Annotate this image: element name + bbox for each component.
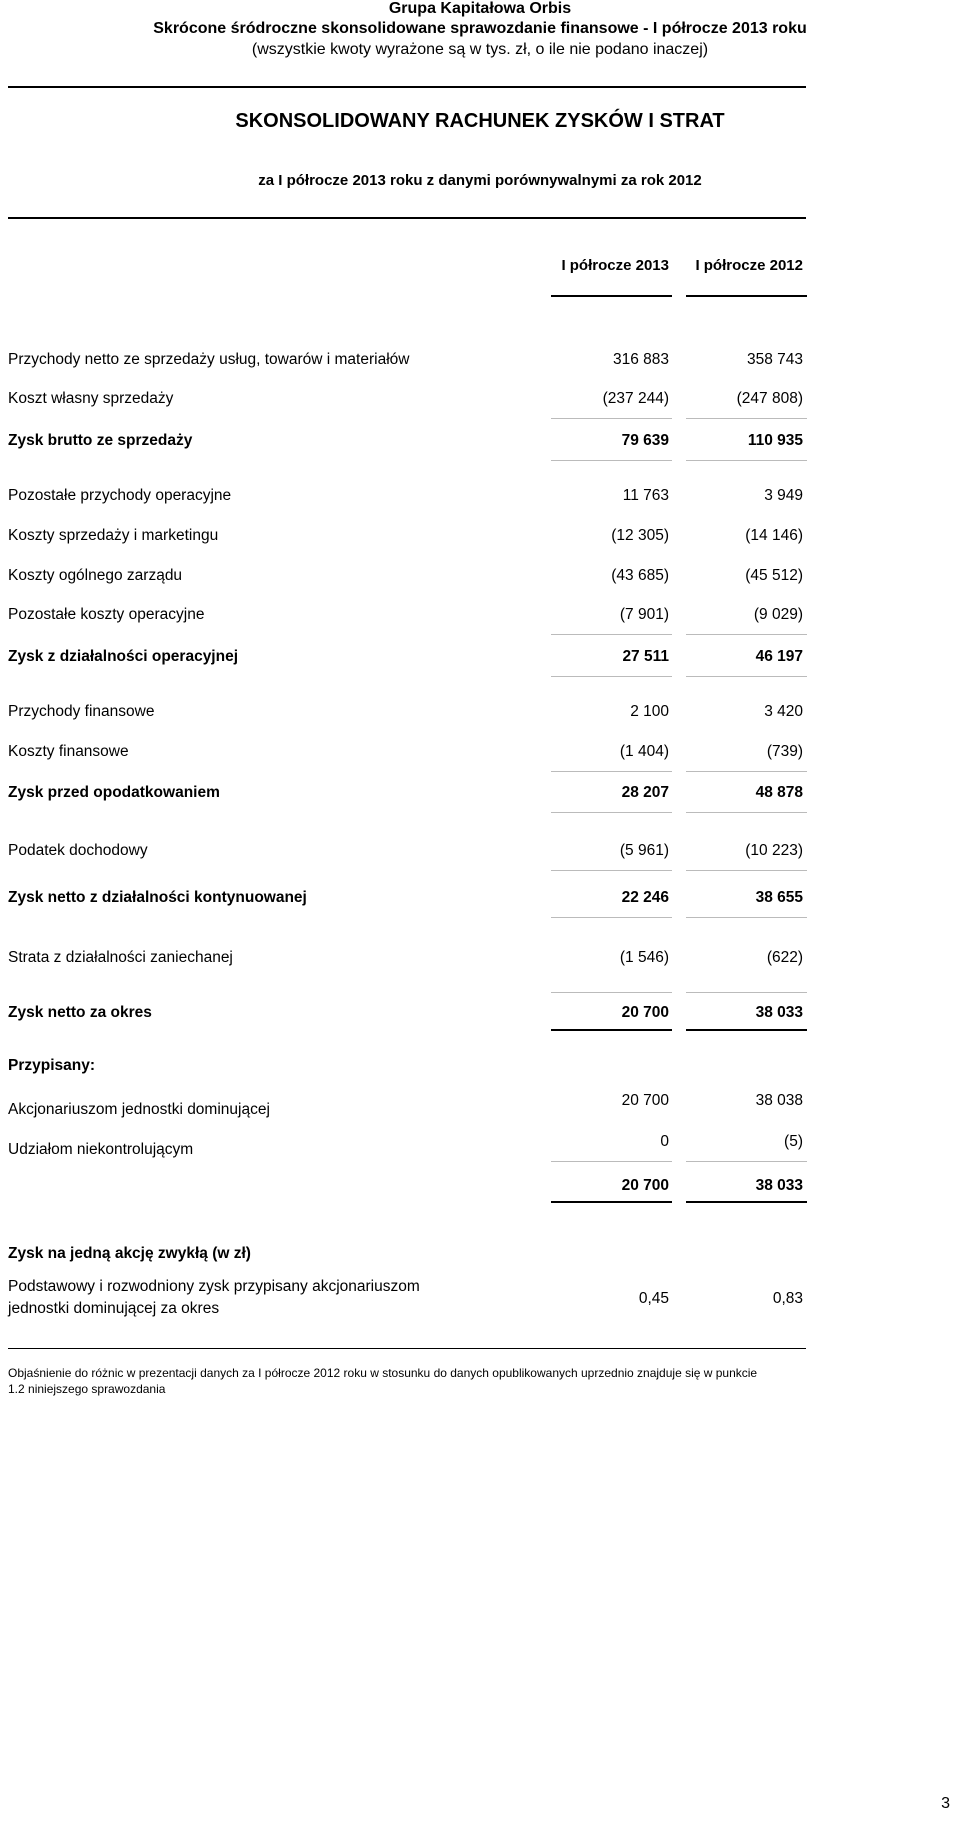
row-value-2013: 22 246 [621,889,669,906]
row-label: Koszt własny sprzedaży [8,390,174,407]
eps-value-2012: 0,83 [772,1290,803,1307]
footnote-line2: 1.2 niniejszego sprawozdania [8,1382,166,1396]
row-value-2012: (622) [766,949,803,966]
subtotal-rule [686,870,807,871]
row-label: Zysk netto z działalności kontynuowanej [8,889,307,906]
row-label: Pozostałe koszty operacyjne [8,606,205,623]
report-name: Skrócone śródroczne skonsolidowane sprawozdanie finansowe - I półrocze 2013 roku [153,20,807,37]
row-label: Zysk netto za okres [8,1004,152,1021]
subtotal-rule [551,418,672,419]
column-header-2013: I półrocze 2013 [561,257,669,274]
row-value-2013: 316 883 [612,351,669,368]
row-value-2012: (10 223) [745,842,803,859]
row-value-2013: 28 207 [621,784,669,801]
row-label: Zysk przed opodatkowaniem [8,784,220,801]
row-label: Zysk z działalności operacyjnej [8,648,239,665]
row-value-2012: 48 878 [755,784,803,801]
row-value-2012: 110 935 [747,432,803,449]
subtotal-rule [686,812,807,813]
row-value-2013: (5 961) [619,842,669,859]
subtotal-rule [686,1161,807,1162]
row-value-2013: (43 685) [611,567,669,584]
subtotal-rule [551,870,672,871]
eps-value-2013: 0,45 [638,1290,669,1307]
row-label: Przychody finansowe [8,703,155,720]
row-value-2013: 11 763 [622,487,669,504]
subtotal-rule [551,1161,672,1162]
column-header-2012: I półrocze 2012 [695,257,803,274]
subtotal-rule [551,676,672,677]
subtotal-rule [686,992,807,993]
attribution-value-2013: 20 700 [621,1092,669,1109]
row-value-2013: (237 244) [602,390,669,407]
row-label: Podatek dochodowy [8,842,148,859]
note-rule [8,1348,806,1349]
row-value-2012: 358 743 [746,351,803,368]
row-value-2012: 38 033 [755,1004,803,1021]
subtotal-rule [686,418,807,419]
row-value-2012: (247 808) [736,390,803,407]
row-value-2012: (14 146) [745,527,803,544]
statement-subtitle: za I półrocze 2013 roku z danymi porównywalnymi za rok 2012 [258,172,702,189]
attribution-total-2012: 38 033 [755,1177,803,1194]
total-rule [686,1029,807,1031]
subtotal-rule [551,992,672,993]
row-value-2013: (7 901) [619,606,669,623]
subtotal-rule [686,460,807,461]
attribution-value-2012: 38 038 [755,1092,803,1109]
row-value-2012: (9 029) [753,606,803,623]
row-value-2012: (739) [766,743,803,760]
attribution-value-2013: 0 [660,1133,669,1150]
row-value-2012: 3 420 [764,703,803,720]
row-value-2013: (1 546) [619,949,669,966]
footnote-line1: Objaśnienie do różnic w prezentacji danych za I półrocze 2012 roku w stosunku do danych opublikowanych uprzednio znajduje się w punkcie [8,1366,758,1380]
column-rule-2012 [686,295,807,297]
units-note: (wszystkie kwoty wyrażone są w tys. zł, o ile nie podano inaczej) [251,41,709,58]
row-value-2013: (1 404) [619,743,669,760]
subtotal-rule [551,917,672,918]
subtotal-rule [551,634,672,635]
subtotal-rule [551,460,672,461]
page-number: 3 [941,1795,950,1812]
attribution-label: Akcjonariuszom jednostki dominującej [8,1101,270,1118]
subtotal-rule [686,676,807,677]
statement-title: SKONSOLIDOWANY RACHUNEK ZYSKÓW I STRAT [235,110,725,132]
row-value-2013: 79 639 [621,432,669,449]
subtotal-rule [551,812,672,813]
eps-label-line2: jednostki dominującej za okres [8,1300,220,1317]
subtotal-rule [551,771,672,772]
row-value-2013: 2 100 [630,703,669,720]
row-value-2012: 38 655 [755,889,803,906]
row-label: Strata z działalności zaniechanej [8,949,233,966]
subtotal-rule [686,917,807,918]
attribution-value-2012: (5) [784,1133,803,1150]
row-label: Koszty sprzedaży i marketingu [8,527,219,544]
row-value-2013: 20 700 [621,1004,669,1021]
row-label: Koszty finansowe [8,743,129,760]
row-label: Przychody netto ze sprzedaży usług, towarów i materiałów [8,351,410,368]
company-name: Grupa Kapitałowa Orbis [388,0,572,17]
row-value-2013: (12 305) [611,527,669,544]
attribution-total-2013: 20 700 [621,1177,669,1194]
eps-heading: Zysk na jedną akcję zwykłą (w zł) [8,1245,251,1262]
row-value-2012: 46 197 [755,648,803,665]
attribution-label: Udziałom niekontrolującym [8,1141,194,1158]
subtotal-rule [686,634,807,635]
total-rule [551,1201,672,1203]
subtotal-rule [686,771,807,772]
row-label: Pozostałe przychody operacyjne [8,487,232,504]
column-rule-2013 [551,295,672,297]
row-label: Zysk brutto ze sprzedaży [8,432,193,449]
total-rule [551,1029,672,1031]
attribution-heading: Przypisany: [8,1057,96,1074]
eps-label-line1: Podstawowy i rozwodniony zysk przypisany akcjonariuszom [8,1278,420,1295]
header-rule [8,86,806,88]
total-rule [686,1201,807,1203]
row-value-2012: (45 512) [745,567,803,584]
row-label: Koszty ogólnego zarządu [8,567,183,584]
row-value-2013: 27 511 [622,648,669,665]
title-rule [8,217,806,219]
row-value-2012: 3 949 [764,487,803,504]
